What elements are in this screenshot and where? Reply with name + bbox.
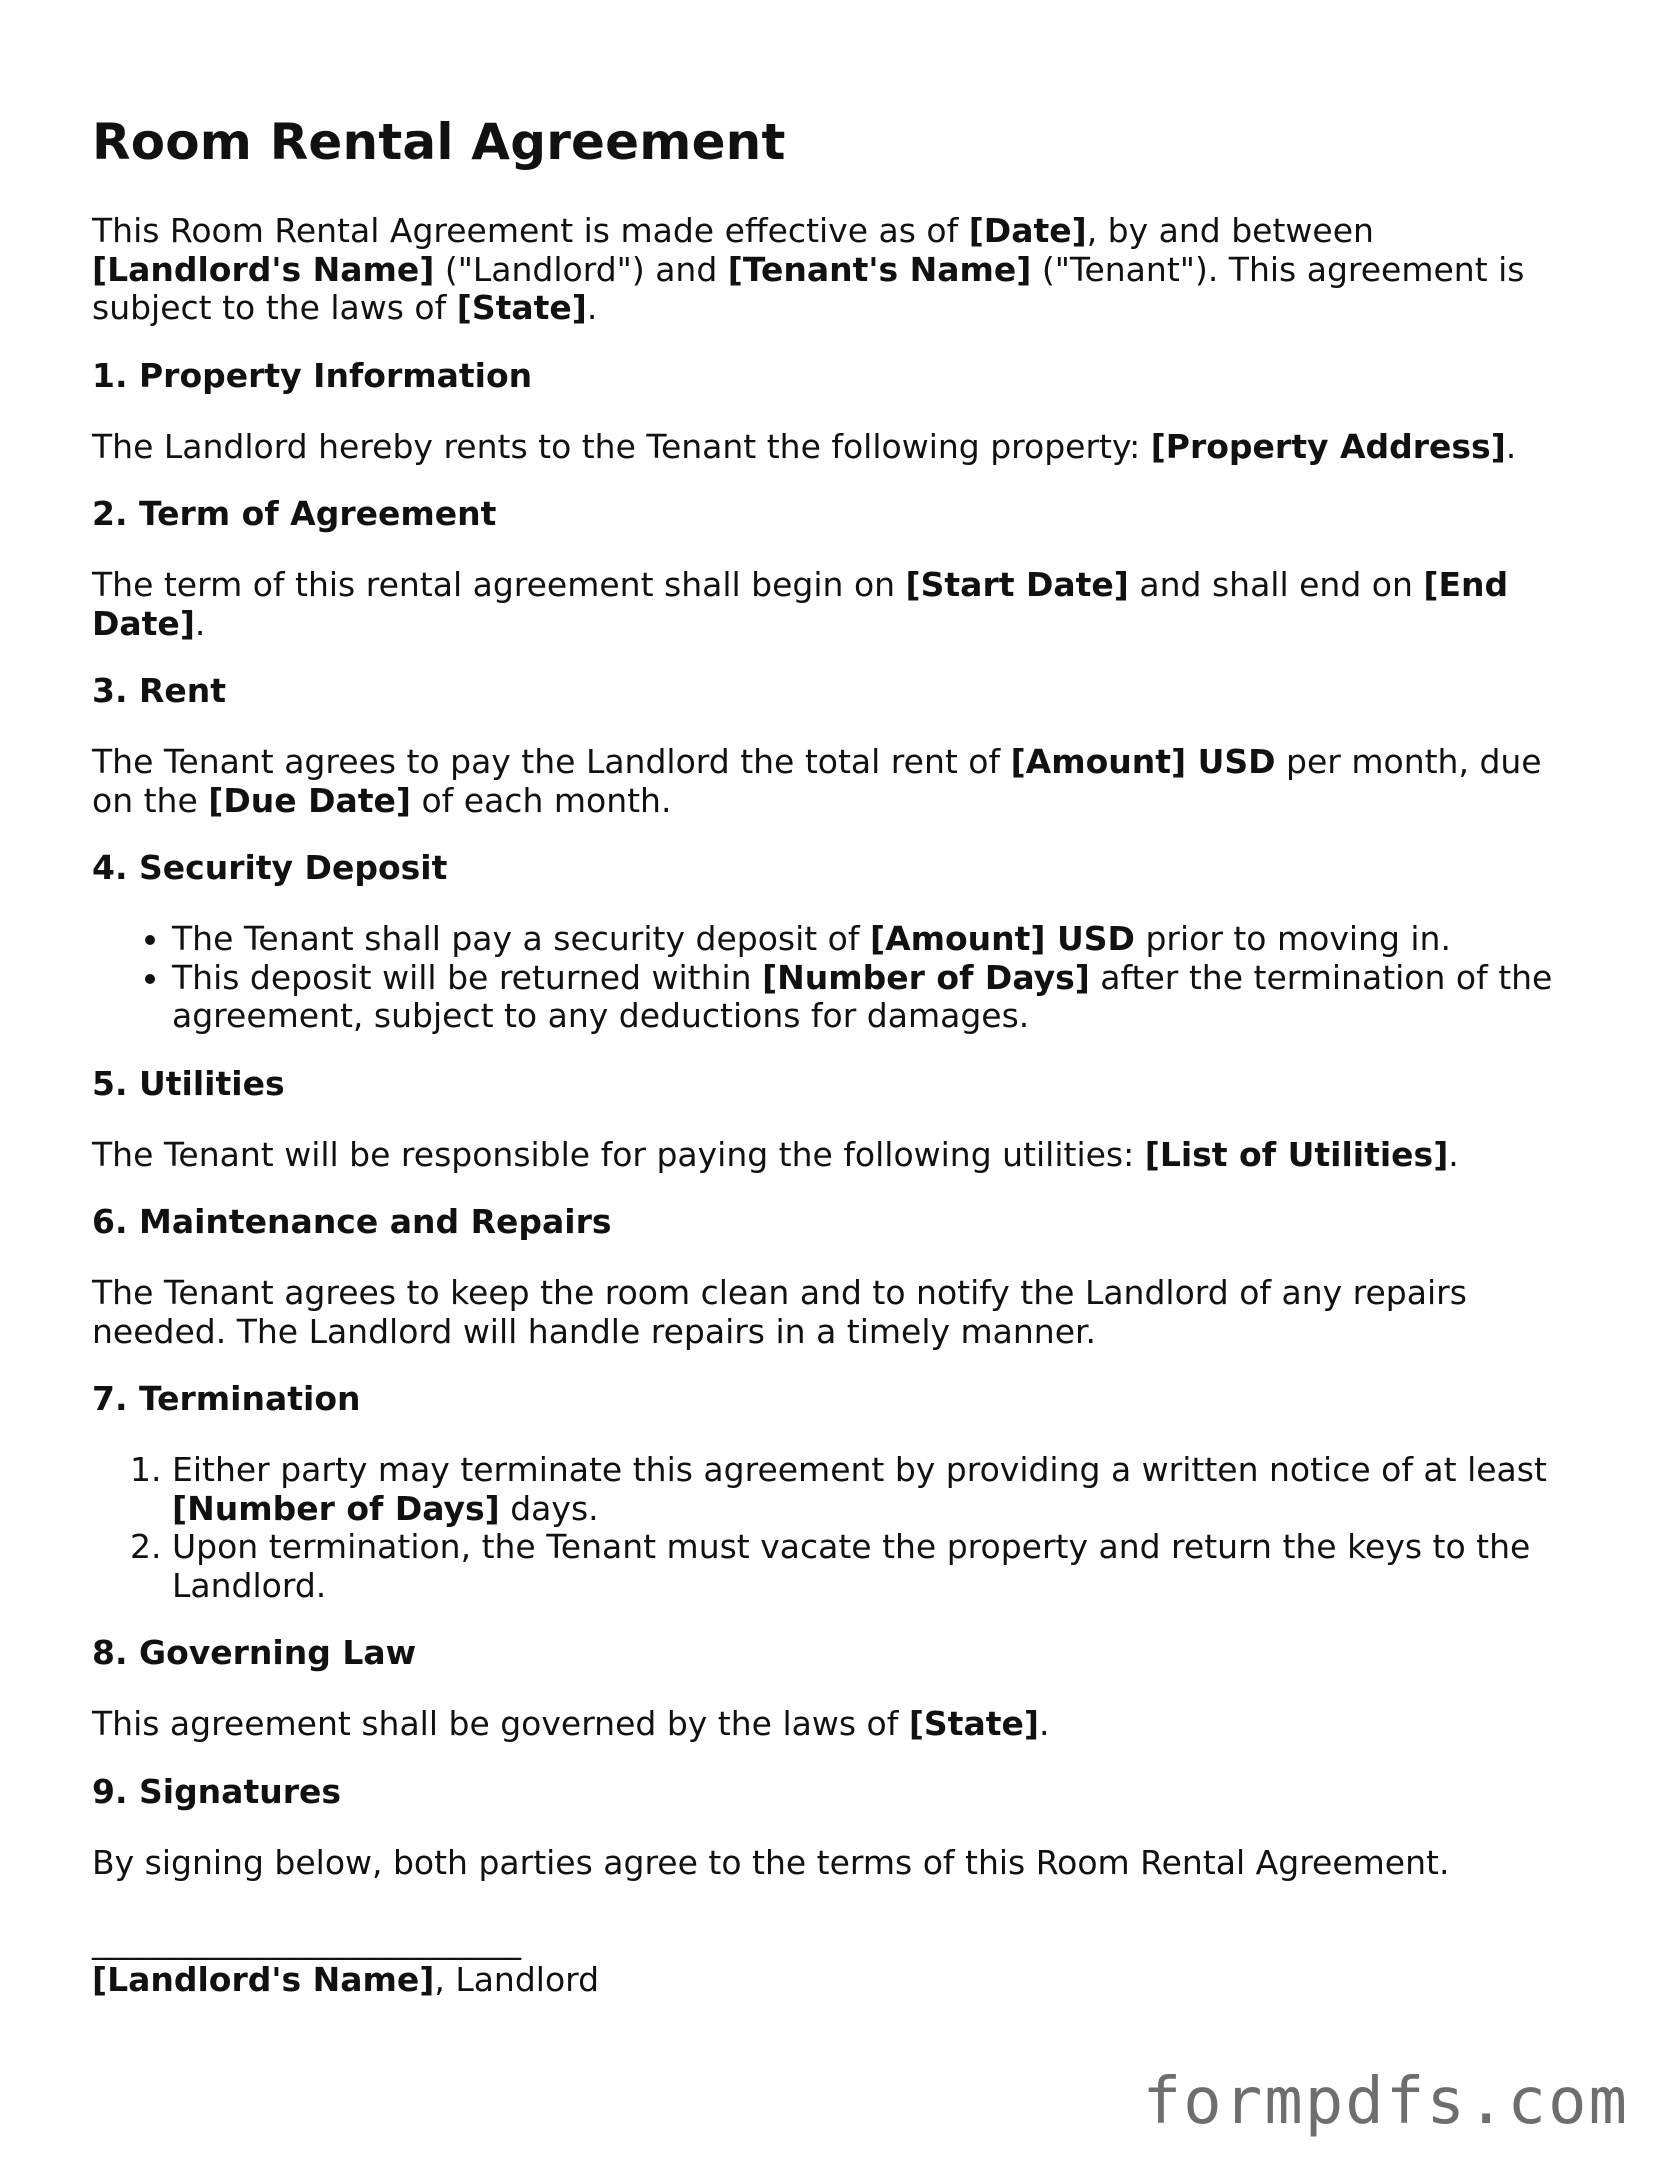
section-text: The Tenant agrees to pay the Landlord the total rent of [92, 742, 1011, 781]
section-text: . [1505, 426, 1517, 466]
section-text: . [1038, 1704, 1050, 1743]
intro-text: ("Landlord") and [434, 249, 728, 289]
list-item [172, 920, 1592, 959]
section-heading: 2. Term of Agreement [92, 494, 497, 533]
section-heading: 4. Security Deposit [92, 848, 448, 887]
section-paragraph: The Tenant agrees to keep the room clean and to notify the Landlord of any repairs needed. The Landlord will handle repairs in a timely manner. [92, 1273, 1467, 1351]
list-text: prior to moving in. [1134, 919, 1451, 958]
list-text: after the termination of the agreement, subject to any deductions for damages. [172, 957, 1553, 1035]
intro-paragraph [92, 212, 1592, 328]
state-field: [State] [908, 1704, 1039, 1743]
section-paragraph [92, 428, 1592, 467]
section-text: The Landlord hereby rents to the Tenant the following property: [92, 426, 1151, 466]
section-heading: 9. Signatures [92, 1771, 342, 1811]
section-heading: 8. Governing Law [92, 1633, 417, 1672]
section-paragraph [92, 743, 1592, 820]
section-text: The Tenant will be responsible for paying the following utilities: [92, 1134, 1145, 1174]
section-heading: 1. Property Information [92, 355, 533, 395]
document-title: Room Rental Agreement [92, 113, 786, 171]
deposit-list [92, 920, 1592, 1036]
date-field: [Date] [968, 211, 1087, 250]
list-text: This deposit will be returned within [172, 957, 763, 997]
signature-role: , Landlord [434, 1959, 600, 1999]
section-heading: 5. Utilities [92, 1063, 285, 1103]
termination-list [92, 1451, 1592, 1605]
intro-text: This Room Rental Agreement is made effective as of [92, 211, 969, 250]
list-item [172, 1451, 1592, 1528]
list-item [172, 959, 1592, 1036]
section-paragraph [92, 1136, 1592, 1175]
rent-amount-field: [Amount] USD [1010, 742, 1276, 781]
section-text: per month, due on the [92, 742, 1542, 820]
list-text: Either party may terminate this agreement by providing a written notice of at least [172, 1450, 1547, 1489]
section-text: and shall end on [1128, 565, 1424, 604]
days-field: [Number of Days] [762, 957, 1090, 997]
intro-text: ("Tenant"). This agreement is subject to the laws of [92, 249, 1525, 327]
document-page [92, 108, 1592, 1999]
property-address-field: [Property Address] [1150, 426, 1506, 466]
state-field: [State] [456, 288, 587, 327]
signature-caption [92, 1961, 1592, 2000]
section-text: of each month. [411, 780, 672, 820]
tenant-name-field: [Tenant's Name] [727, 249, 1032, 289]
start-date-field: [Start Date] [905, 565, 1129, 604]
section-paragraph [92, 1705, 1592, 1744]
list-text: days. [499, 1488, 599, 1528]
intro-text: . [586, 288, 598, 327]
section-text: . [194, 603, 206, 643]
watermark: formpdfs.com [1142, 2065, 1629, 2139]
deposit-amount-field: [Amount] USD [869, 919, 1135, 958]
landlord-name-field: [Landlord's Name] [92, 1959, 435, 1999]
end-date-field: [End Date] [92, 565, 1509, 643]
utilities-field: [List of Utilities] [1144, 1134, 1449, 1174]
signature-line: __________________________ [92, 1921, 521, 1960]
section-heading: 6. Maintenance and Repairs [92, 1202, 612, 1241]
intro-text: , by and between [1086, 211, 1374, 250]
section-text: The term of this rental agreement shall begin on [92, 565, 906, 604]
section-paragraph: By signing below, both parties agree to the terms of this Room Rental Agreement. [92, 1842, 1450, 1882]
list-text: The Tenant shall pay a security deposit of [172, 919, 870, 958]
landlord-name-field: [Landlord's Name] [92, 249, 435, 289]
section-heading: 3. Rent [92, 671, 227, 710]
signature-block [92, 1922, 1592, 1999]
due-date-field: [Due Date] [208, 780, 411, 820]
section-text: This agreement shall be governed by the laws of [92, 1704, 909, 1743]
notice-days-field: [Number of Days] [172, 1488, 500, 1528]
section-text: . [1448, 1134, 1459, 1174]
section-heading: 7. Termination [92, 1379, 361, 1418]
list-item: 2. Upon termination, the Tenant must vacate the property and return the keys to the Landlord. [172, 1528, 1592, 1605]
section-paragraph [92, 566, 1592, 643]
